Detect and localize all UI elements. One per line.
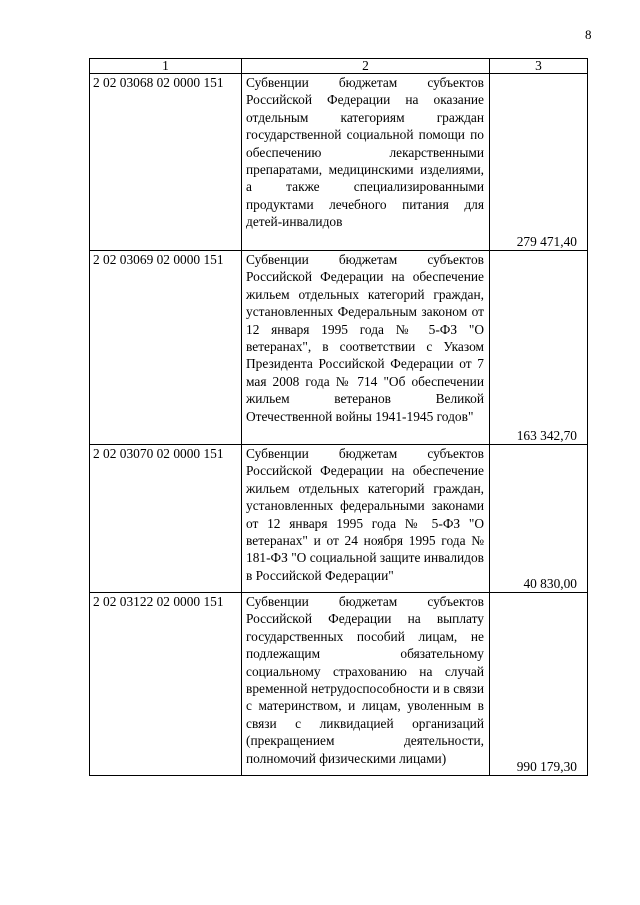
column-header-2: 2 — [242, 59, 490, 74]
table-row — [90, 251, 588, 445]
description-cell: Субвенции бюджетам субъектов Российской Федерации на оказание отдельным категориям граждан государственной социальной помощи по обеспечению лекарственными препаратами, медицинскими изделиями, а также специализированными продуктами лечебного питания для детей-инвалидов — [242, 74, 490, 251]
description-cell: Субвенции бюджетам субъектов Российской Федерации на обеспечение жильем отдельных категорий граждан, установленных федеральными законами от 12 января 1995 года № 5-ФЗ "О ветеранах" и от 24 ноября 1995 года № 181-ФЗ "О социальной защите инвалидов в Российской Федерации" — [242, 445, 490, 593]
amount-cell: 990 179,30 — [490, 593, 588, 776]
budget-code-cell: 2 02 03122 02 0000 151 — [90, 593, 242, 776]
description-cell: Субвенции бюджетам субъектов Российской Федерации на обеспечение жильем отдельных категорий граждан, установленных Федеральным законом от 12 января 1995 года № 5-ФЗ "О ветеранах", в соответствии с Указом Президента Российской Федерации от 7 мая 2008 года № 714 "Об обеспечении жильем ветеранов Великой Отечественной войны 1941-1945 годов" — [242, 251, 490, 445]
budget-table — [89, 58, 588, 776]
column-header-1: 1 — [90, 59, 242, 74]
budget-code-cell: 2 02 03068 02 0000 151 — [90, 74, 242, 251]
amount-cell: 279 471,40 — [490, 74, 588, 251]
amount-cell: 40 830,00 — [490, 445, 588, 593]
amount-cell: 163 342,70 — [490, 251, 588, 445]
column-header-3: 3 — [490, 59, 588, 74]
table-row — [90, 74, 588, 251]
page-number: 8 — [585, 27, 592, 42]
table-row — [90, 445, 588, 593]
budget-code-cell: 2 02 03070 02 0000 151 — [90, 445, 242, 593]
budget-code-cell: 2 02 03069 02 0000 151 — [90, 251, 242, 445]
table-row — [90, 593, 588, 776]
table-header-row — [90, 59, 588, 74]
description-cell: Субвенции бюджетам субъектов Российской Федерации на выплату государственных пособий лицам, не подлежащим обязательному социальному страхованию на случай временной нетрудоспособности и в связи с материнством, и лицам, уволенным в связи с ликвидацией организаций (прекращением деятельности, полномочий физическими лицами) — [242, 593, 490, 776]
